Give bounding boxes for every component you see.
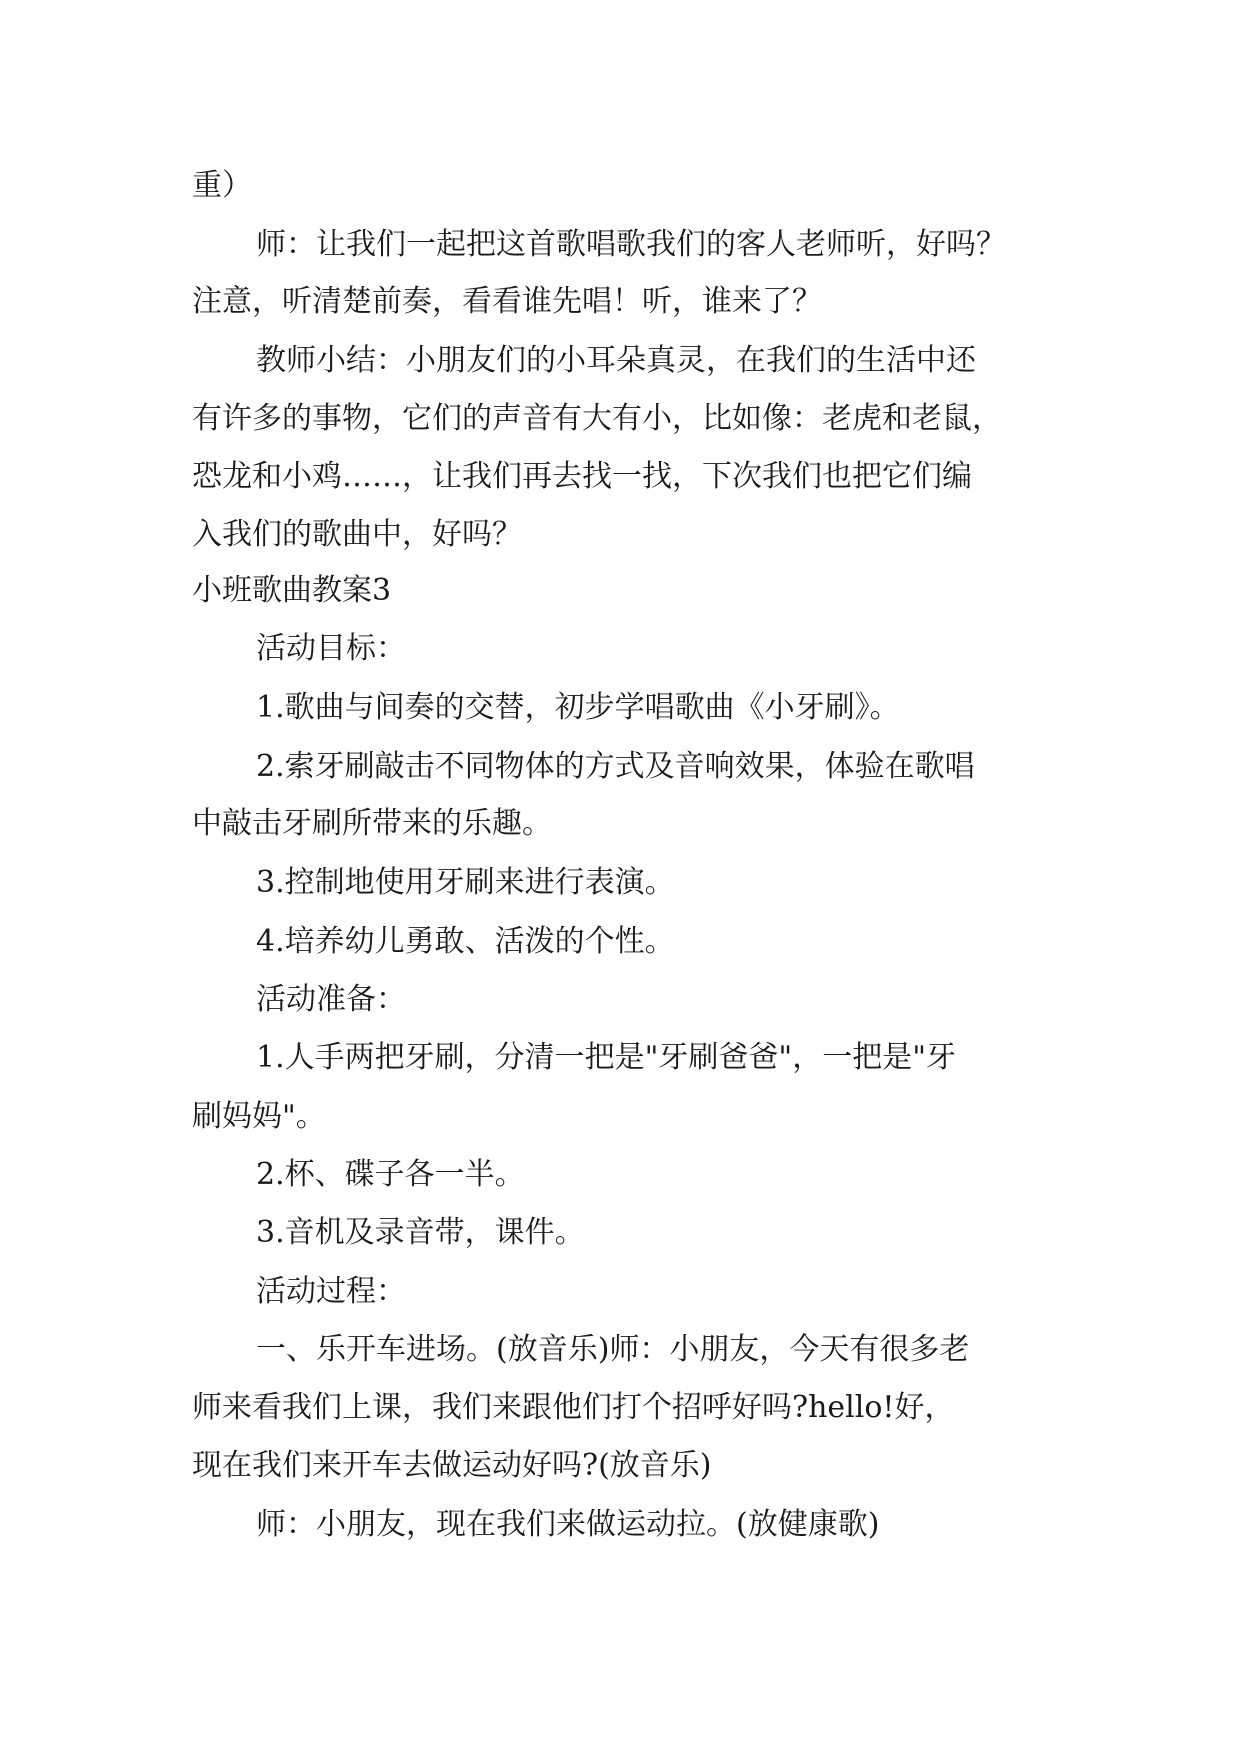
- text-line: 活动目标：: [256, 631, 406, 666]
- text-line: 刷妈妈"。: [192, 1099, 326, 1134]
- text-line: 2.索牙刷敲击不同物体的方式及音响效果，体验在歌唱: [256, 749, 975, 784]
- text-line: 活动过程：: [256, 1274, 406, 1309]
- text-line: 重）: [192, 168, 252, 203]
- text-line: 教师小结：小朋友们的小耳朵真灵，在我们的生活中还: [256, 343, 976, 378]
- text-line: 1.歌曲与间奏的交替，初步学唱歌曲《小牙刷》。: [256, 690, 900, 725]
- text-line: 中敲击牙刷所带来的乐趣。: [192, 806, 552, 841]
- text-line: 1.人手两把牙刷，分清一把是"牙刷爸爸"，一把是"牙: [256, 1040, 957, 1075]
- text-line: 师：让我们一起把这首歌唱歌我们的客人老师听，好吗？: [256, 227, 1006, 262]
- section-heading: 小班歌曲教案3: [192, 573, 392, 608]
- text-line: 活动准备：: [256, 982, 406, 1017]
- text-line: 3.音机及录音带，课件。: [256, 1215, 585, 1250]
- text-line: 入我们的歌曲中，好吗？: [192, 517, 522, 552]
- text-line: 一、乐开车进场。(放音乐)师：小朋友，今天有很多老: [256, 1332, 970, 1367]
- text-line: 现在我们来开车去做运动好吗?(放音乐): [192, 1448, 712, 1483]
- text-line: 恐龙和小鸡……，让我们再去找一找，下次我们也把它们编: [192, 459, 972, 494]
- text-line: 师来看我们上课，我们来跟他们打个招呼好吗?hello!好，: [192, 1390, 955, 1425]
- text-line: 4.培养幼儿勇敢、活泼的个性。: [256, 924, 675, 959]
- text-line: 有许多的事物，它们的声音有大有小，比如像：老虎和老鼠，: [192, 401, 1002, 436]
- text-line: 注意，听清楚前奏，看看谁先唱！听，谁来了？: [192, 284, 822, 319]
- text-line: 3.控制地使用牙刷来进行表演。: [256, 865, 675, 900]
- text-line: 2.杯、碟子各一半。: [256, 1157, 525, 1192]
- text-line: 师：小朋友，现在我们来做运动拉。(放健康歌): [256, 1507, 880, 1542]
